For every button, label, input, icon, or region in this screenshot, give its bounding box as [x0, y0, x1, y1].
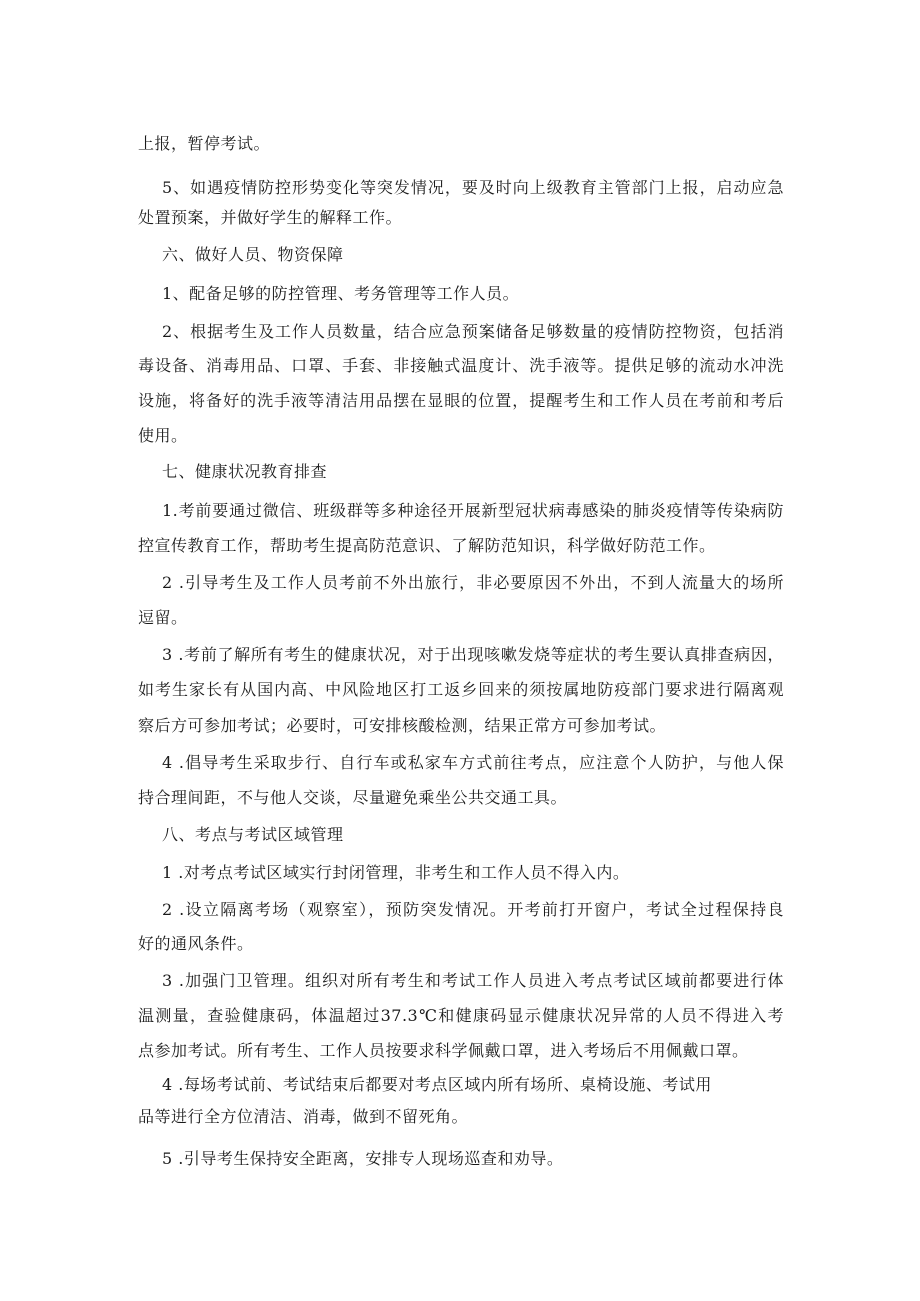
text-line: 1 .对考点考试区域实行封闭管理，非考生和工作人员不得入内。	[162, 863, 630, 882]
text-line: 好的通风条件。	[138, 934, 254, 953]
text-line: 3 .加强门卫管理。组织对所有考生和考试工作人员进入考点考试区域前都要进行体	[162, 971, 784, 990]
text-line: 5 .引导考生保持安全距离，安排专人现场巡查和劝导。	[162, 1149, 564, 1168]
text-line: 4 .每场考试前、考试结束后都要对考点区域内所有场所、桌椅设施、考试用	[162, 1075, 712, 1094]
section-heading: 七、健康状况教育排查	[162, 462, 328, 481]
text-line: 控宣传教育工作，帮助考生提高防范意识、了解防范知识，科学做好防范工作。	[138, 536, 716, 555]
text-line: 如考生家长有从国内高、中风险地区打工返乡回来的须按属地防疫部门要求进行隔离观	[138, 680, 784, 699]
text-line: 察后方可参加考试；必要时，可安排核酸检测，结果正常方可参加考试。	[138, 716, 667, 735]
text-line: 持合理间距，不与他人交谈，尽量避免乘坐公共交通工具。	[138, 788, 568, 807]
text-line: 2、根据考生及工作人员数量，结合应急预案储备足够数量的疫情防控物资，包括消	[162, 322, 784, 341]
text-line: 1、配备足够的防控管理、考务管理等工作人员。	[162, 284, 520, 303]
text-line: 4 .倡导考生采取步行、自行车或私家车方式前往考点，应注意个人防护，与他人保	[162, 753, 784, 772]
text-line: 逗留。	[138, 608, 188, 627]
text-line: 点参加考试。所有考生、工作人员按要求科学佩戴口罩，进入考场后不用佩戴口罩。	[138, 1041, 749, 1060]
text-line: 设施，将备好的洗手液等清洁用品摆在显眼的位置，提醒考生和工作人员在考前和考后	[138, 391, 784, 410]
text-line: 2 .引导考生及工作人员考前不外出旅行，非必要原因不外出，不到人流量大的场所	[162, 573, 784, 592]
text-line: 品等进行全方位清洁、消毒，做到不留死角。	[138, 1107, 469, 1126]
text-line: 毒设备、消毒用品、口罩、手套、非接触式温度计、洗手液等。提供足够的流动水冲洗	[138, 356, 784, 375]
text-line: 2 .设立隔离考场（观察室），预防突发情况。开考前打开窗户，考试全过程保持良	[162, 900, 784, 919]
text-line: 3 .考前了解所有考生的健康状况，对于出现咳嗽发烧等症状的考生要认真排查病因，	[162, 645, 784, 664]
text-line: 5、如遇疫情防控形势变化等突发情况，要及时向上级教育主管部门上报，启动应急	[162, 178, 784, 197]
text-line: 处置预案，并做好学生的解释工作。	[138, 208, 403, 227]
section-heading: 八、考点与考试区域管理	[162, 825, 344, 844]
text-line: 温测量，查验健康码，体温超过37.3℃和健康码显示健康状况异常的人员不得进入考	[138, 1006, 784, 1025]
text-line: 使用。	[138, 426, 188, 445]
text-line: 上报，暂停考试。	[138, 134, 271, 153]
section-heading: 六、做好人员、物资保障	[162, 245, 344, 264]
text-line: 1.考前要通过微信、班级群等多种途径开展新型冠状病毒感染的肺炎疫情等传染病防	[162, 501, 784, 520]
